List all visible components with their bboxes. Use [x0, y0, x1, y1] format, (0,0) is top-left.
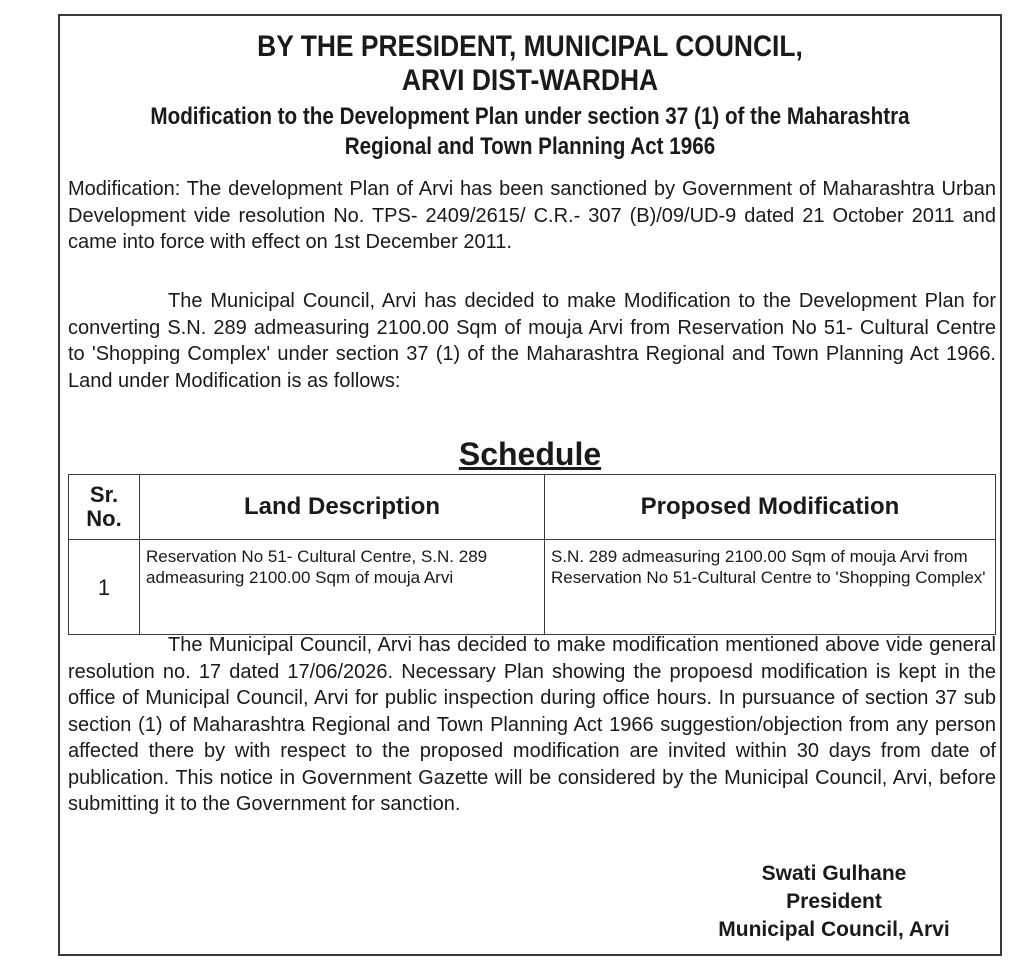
paragraph-objections: The Municipal Council, Arvi has decided to make modification mentioned above vide general resolution no. 17 dated 17/06/2026. Necessary Plan showing the propoesd modification is kept in the office of Municipal Council, Arvi for public inspection during office hours. In pursuance of section 37 sub section (1) of Maharashtra Regional and Town Planning Act 1966 suggestion/objection from any person affected there by with respect to the proposed modification are invited within 30 days from date of publication. This notice in Government Gazette will be considered by the Municipal Council, Arvi, before submitting it to the Government for sanction. [68, 634, 996, 815]
column-header-land-description: Land Description [140, 475, 545, 540]
notice-title-line-1: BY THE PRESIDENT, MUNICIPAL COUNCIL, [257, 30, 803, 63]
row-land-description: Reservation No 51- Cultural Centre, S.N. 289 admeasuring 2100.00 Sqm of mouja Arvi [140, 540, 545, 635]
table-row [69, 540, 996, 635]
paragraph-sanction: Modification: The development Plan of Arvi has been sanctioned by Government of Maharashtra Urban Development vide resolution No. TPS- 2409/2615/ C.R.- 307 (B)/09/UD-9 dated 21 October 2011 and came into force with effect on 1st December 2011. [68, 178, 996, 253]
column-header-sr-no [69, 475, 140, 540]
signature-block [684, 860, 984, 944]
column-header-proposed-modification: Proposed Modification [545, 475, 996, 540]
notice-title-line-2: ARVI DIST-WARDHA [401, 64, 659, 97]
public-notice [58, 14, 1002, 956]
schedule-table [68, 474, 996, 635]
signatory-name: Swati Gulhane [761, 862, 907, 885]
notice-subtitle-line-2: Regional and Town Planning Act 1966 [344, 133, 716, 160]
signatory-office: Municipal Council, Arvi [718, 918, 950, 941]
row-sr-no: 1 [69, 540, 140, 635]
row-proposed-modification: S.N. 289 admeasuring 2100.00 Sqm of mouja Arvi from Reservation No 51-Cultural Centre to 'Shopping Complex' [545, 540, 996, 635]
signatory-title: President [786, 890, 882, 913]
paragraph-decision: The Municipal Council, Arvi has decided to make Modification to the Development Plan for converting S.N. 289 admeasuring 2100.00 Sqm of mouja Arvi from Reservation No 51- Cultural Centre to 'Shopping Complex' under section 37 (1) of the Maharashtra Regional and Town Planning Act 1966. Land under Modification is as follows: [68, 290, 996, 392]
no-label: No. [86, 506, 122, 531]
schedule-heading: Schedule [458, 436, 602, 472]
notice-subtitle-line-1: Modification to the Development Plan under section 37 (1) of the Maharashtra [150, 103, 910, 130]
schedule-header-row [69, 475, 996, 540]
sr-label: Sr. [89, 482, 119, 507]
